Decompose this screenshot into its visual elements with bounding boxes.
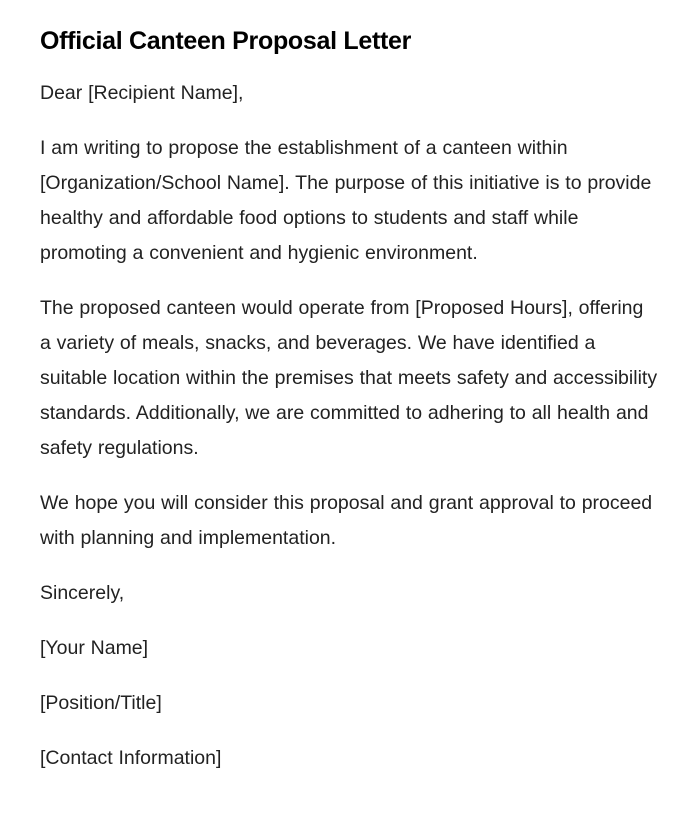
signature-name: [Your Name]	[40, 637, 149, 659]
signature-contact: [Contact Information]	[40, 747, 222, 769]
closing: Sincerely,	[40, 582, 125, 604]
body-paragraph-intro: I am writing to propose the establishment of a canteen within [Organization/School Name]. The purpose of this initiative is to provide healthy and affordable food options to students and staff while promoting a convenient and hygienic environment.	[40, 137, 652, 264]
signature-position: [Position/Title]	[40, 692, 162, 714]
letter-title: Official Canteen Proposal Letter	[40, 27, 412, 55]
body-paragraph-details: The proposed canteen would operate from [Proposed Hours], offering a variety of meals, snacks, and beverages. We have identified a suitable location within the premises that meets safety and accessibility standards. Additionally, we are committed to adhering to all health and safety regulations.	[40, 297, 658, 459]
salutation: Dear [Recipient Name],	[40, 82, 244, 104]
body-paragraph-request: We hope you will consider this proposal and grant approval to proceed with planning and implementation.	[40, 492, 653, 549]
